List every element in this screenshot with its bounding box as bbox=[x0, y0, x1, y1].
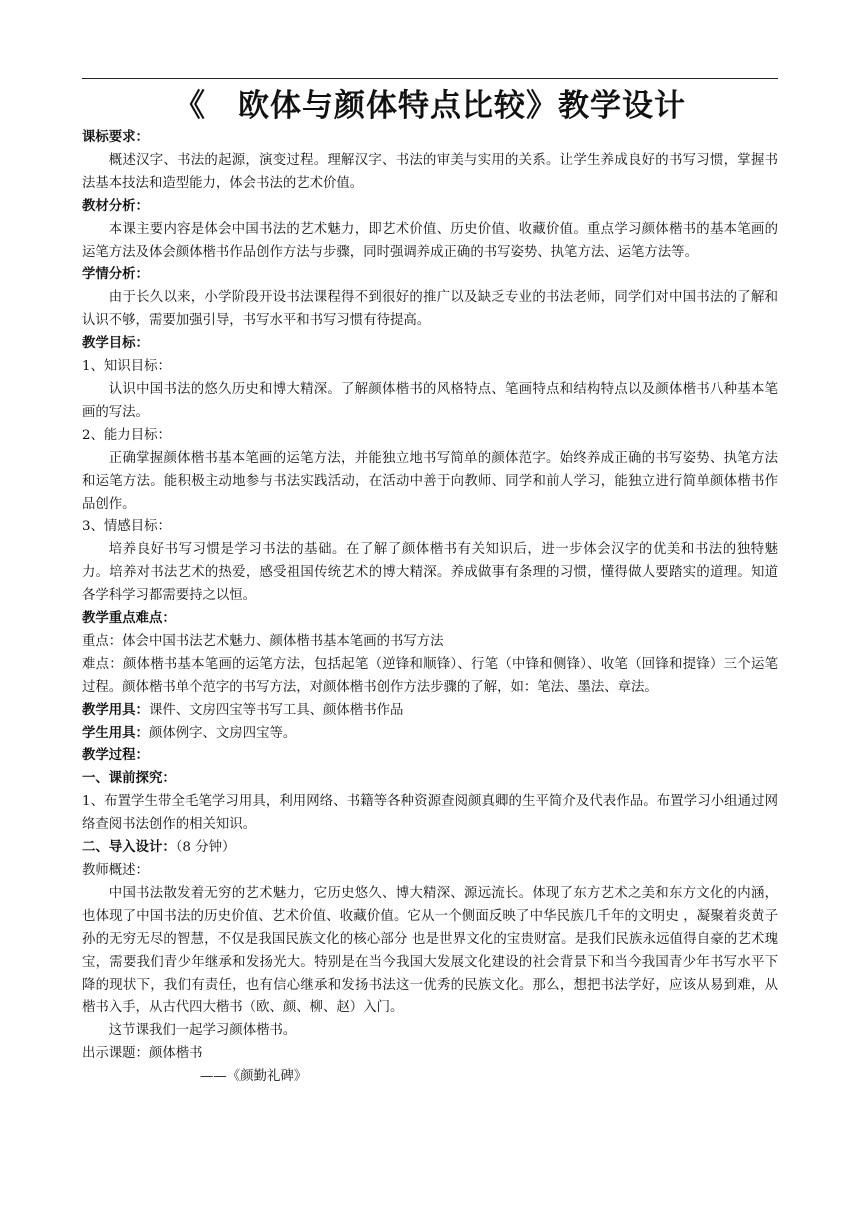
student-tools bbox=[82, 723, 778, 746]
topic-label: 出示课题：颜体楷书 bbox=[82, 1046, 203, 1062]
step2-time: （8 分钟） bbox=[175, 840, 236, 856]
key-point-text: 重点：体会中国书法艺术魅力、颜体楷书基本笔画的书写方法 bbox=[82, 633, 444, 649]
students-text: 由于长久以来，小学阶段开设书法课程得不到很好的推广以及缺乏专业的书法老师，同学们对中国书法的了解和认识不够，需要加强引导，书写水平和书写习惯有待提高。 bbox=[82, 290, 778, 329]
section-heading-process: 教学过程： bbox=[82, 748, 149, 764]
goal-knowledge-label: 1、知识目标： bbox=[82, 359, 171, 375]
section-heading-textbook: 教材分析： bbox=[82, 198, 149, 214]
teacher-text: 中国书法散发着无穷的艺术魅力，它历史悠久、博大精深、源远流长。体现了东方艺术之美和东方文化的内涵，也体现了中国书法的历史价值、艺术价值、收藏价值。它从一个侧面反映了中华民族几千年的文明史 ，凝聚着炎黄子孙的无穷无尽的智慧，不仅是我国民族文化的核心部分 也是世界文化的宝贵财富。是我们民族永远值得自豪的艺术瑰宝，需要我们青少年继承和发扬光大。特别是在当今我国大发展文化建设的社会背景下和当今我国青少年书写水平下降的现状下，我们有责任，也有信心继承和发扬书法这一优秀的民族文化。那么，想把书法学好，应该从易到难，从楷书入手，从古代四大楷书（欧、颜、柳、赵）入门。 bbox=[82, 885, 778, 1016]
section-heading-students: 学情分析： bbox=[82, 267, 149, 283]
student-tools-text: 颜体例字、文房四宝等。 bbox=[148, 725, 297, 741]
lesson-text: 这节课我们一起学习颜体楷书。 bbox=[108, 1023, 297, 1039]
document-body bbox=[82, 127, 778, 1089]
curriculum-text: 概述汉字、书法的起源，演变过程。理解汉字、书法的审美与实用的关系。让学生养成良好的书写习惯，掌握书法基本技法和造型能力，体会书法的艺术价值。 bbox=[82, 152, 778, 191]
page-title: 《 欧体与颜体特点比较》教学设计 bbox=[174, 88, 686, 124]
goal-knowledge-text: 认识中国书法的悠久历史和博大精深。了解颜体楷书的风格特点、笔画特点和结构特点以及颜体楷书八种基本笔画的写法。 bbox=[82, 381, 778, 420]
goal-emotion-label: 3、情感目标： bbox=[82, 519, 171, 535]
step1-text: 1、布置学生带全毛笔学习用具，利用网络、书籍等各种资源查阅颜真卿的生平简介及代表作品。布置学习小组通过网络查阅书法创作的相关知识。 bbox=[82, 794, 778, 833]
section-heading-key-points: 教学重点难点： bbox=[82, 611, 176, 627]
step2-heading-line bbox=[82, 837, 778, 860]
textbook-text: 本课主要内容是体会中国书法的艺术魅力，即艺术价值、历史价值、收藏价值。重点学习颜体楷书的基本笔画的运笔方法及体会颜体楷书作品创作方法与步骤，同时强调养成正确的书写姿势、执笔方法、运笔方法等。 bbox=[82, 221, 778, 260]
topic-subtitle: ——《颜勤礼碑》 bbox=[200, 1069, 308, 1085]
step2-heading: 二、导入设计： bbox=[82, 840, 176, 856]
goal-emotion-text: 培养良好书写习惯是学习书法的基础。在了解了颜体楷书有关知识后，进一步体会汉字的优美和书法的独特魅力。培养对书法艺术的热爱，感受祖国传统艺术的博大精深。养成做事有条理的习惯，懂得做人要踏实的道理。知道各学科学习都需要持之以恒。 bbox=[82, 542, 778, 604]
teaching-tools-label: 教学用具： bbox=[82, 702, 149, 718]
teaching-tools bbox=[82, 700, 778, 723]
section-heading-goals: 教学目标： bbox=[82, 336, 149, 352]
difficulty-text: 难点：颜体楷书基本笔画的运笔方法，包括起笔（逆锋和顺锋）、行笔（中锋和侧锋）、收笔（回锋和提锋）三个运笔过程。颜体楷书单个范字的书写方法，对颜体楷书创作方法步骤的了解，如：笔法、墨法、章法。 bbox=[82, 656, 778, 695]
goal-ability-label: 2、能力目标： bbox=[82, 427, 171, 443]
header-rule bbox=[82, 78, 778, 79]
teaching-tools-text: 课件、文房四宝等书写工具、颜体楷书作品 bbox=[148, 702, 404, 718]
teacher-label: 教师概述： bbox=[82, 863, 149, 878]
step1-heading: 一、课前探究： bbox=[82, 771, 176, 787]
section-heading-curriculum: 课标要求： bbox=[82, 130, 149, 145]
goal-ability-text: 正确掌握颜体楷书基本笔画的运笔方法，并能独立地书写简单的颜体范字。始终养成正确的书写姿势、执笔方法和运笔方法。能积极主动地参与书法实践活动，在活动中善于向教师、同学和前人学习，能独立进行简单颜体楷书作品创作。 bbox=[82, 450, 778, 512]
student-tools-label: 学生用具： bbox=[82, 725, 149, 741]
